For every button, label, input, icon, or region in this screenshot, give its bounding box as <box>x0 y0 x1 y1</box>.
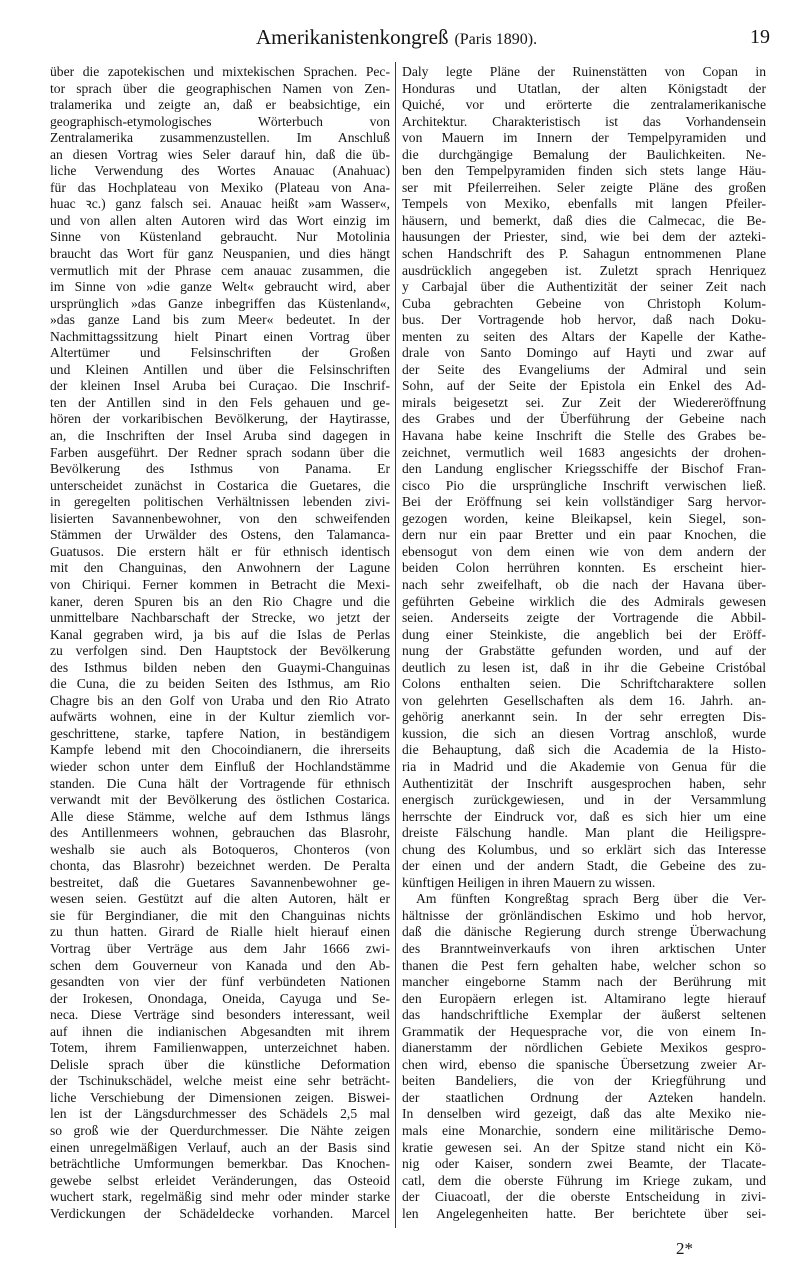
text-line: von Chiriqui. Ferner kommen in Betracht die Mexi- <box>50 576 390 592</box>
text-line: Vortrag über Verträge aus dem Jahr 1666 zwi- <box>50 940 390 956</box>
running-header <box>256 22 546 52</box>
text-line: künftigen Heiligen in ihren Mauern zu wissen. <box>402 874 656 890</box>
text-line: wieder schon unter dem Einfluß der Hochlandstämme <box>50 758 390 774</box>
text-line: für das Hochplateau von Mexiko (Plateau von Ana- <box>50 179 390 195</box>
text-line: y Carbajal über die Authentizität der seiner Zeit nach <box>402 279 766 295</box>
text-line: unterscheidet zunächst in Costarica die Guetares, die <box>50 477 390 493</box>
column-divider <box>395 62 396 1228</box>
text-line: lisierten Savannenbewohner, von den schweifenden <box>50 510 390 526</box>
text-line: Sohn, auf der Seite der Epistola ein Enkel des Ad- <box>402 378 766 394</box>
text-line: menten zu seiten des Altars der Kapelle der Kathe- <box>402 328 766 344</box>
text-line: und von allen alten Autoren wird das Wort einzig im <box>50 212 390 228</box>
text-line: kaner, deren Spuren bis an den Rio Chagre und die <box>50 593 390 609</box>
text-line: Delisle sprach über die künstliche Deformation <box>50 1056 390 1072</box>
text-line: huac ꝛc.) ganz falsch sei. Anauac heißt »am Wasser«, <box>50 196 390 212</box>
text-line: in geregelten politischen Verhältnissen lebenden zivi- <box>50 494 390 510</box>
text-line: der Tschinukschädel, welche meist eine sehr beträcht- <box>50 1073 390 1089</box>
text-line: den Europäern erlegen ist. Altamirano legte hierauf <box>402 990 766 1006</box>
text-line: den Landung englischer Kriegsschiffe der Bischof Fran- <box>402 461 766 477</box>
text-line: ser mit Pfeilerreihen. Seler zeigte Pläne des großen <box>402 179 766 195</box>
text-line: unmittelbare Nachbarschaft der Strecke, wo jetzt der <box>50 610 390 626</box>
text-line: Sinne von Küstenland gebraucht. Nur Motolinia <box>50 229 390 245</box>
text-line: mit den Changuinas, den Anwohnern der Lagune <box>50 560 390 576</box>
text-line: der Seite des Evangeliums der Admiral und sein <box>402 361 766 377</box>
text-line: ria in Madrid und die Akademie von Genua für die <box>402 758 766 774</box>
text-line: an, die Inschriften der Insel Aruba sind dagegen in <box>50 428 390 444</box>
text-line: len ist der Längsdurchmesser des Schädels 2,5 mal <box>50 1106 390 1122</box>
text-line: Am fünften Kongreßtag sprach Berg über die Ver- <box>416 891 766 907</box>
text-line: von gelehrten Gesellschaften als dem 16. Jahrh. an- <box>402 692 766 708</box>
text-line: auf ihnen die indianischen Abgesandten mit ihrem <box>50 1023 390 1039</box>
text-line: Stämmen der Urwälder des Ostens, den Talamanca- <box>50 527 390 543</box>
text-line: die durchgängige Bemalung der Baulichkeiten. Ne- <box>402 146 766 162</box>
text-line: herrschte der Eindruck vor, daß es sich hier um eine <box>402 808 766 824</box>
text-line: des Antillenmeers wohnen, gebrauchen das Blasrohr, <box>50 825 390 841</box>
text-line: mancher eingeborne Stamm nach der Berührung mit <box>402 974 766 990</box>
text-line: von Mauern im Innern der Tempelpyramiden und <box>402 130 766 146</box>
text-line: wesen seien. Gestützt auf die alten Autoren, hält er <box>50 891 390 907</box>
text-line: ursprünglich »das Ganze inbegriffen das Küstenland«, <box>50 295 390 311</box>
text-line: gewebe selbst erleidet Veränderungen, das Osteoid <box>50 1172 390 1188</box>
text-line: tralamerika und zeigte an, daß er beabsichtige, ein <box>50 97 390 113</box>
text-line: kratie gewesen sei. An der Spitze stand nicht ein Kö- <box>402 1139 766 1155</box>
text-line: dianerstamm der nördlichen Gebiete Mexikos gespro- <box>402 1040 766 1056</box>
text-line: In denselben wird gezeigt, daß das alte Mexiko nie- <box>402 1106 766 1122</box>
text-line: Totem, ihrem Familienwappen, unterzeichnet haben. <box>50 1040 390 1056</box>
text-line: der Irokesen, Onondaga, Oneida, Cayuga und Se- <box>50 990 390 1006</box>
text-line: thanen die Pest fern gehalten habe, welcher schon so <box>402 957 766 973</box>
text-line: cisco Pio die ursprüngliche Inschrift verwischen ließ. <box>402 477 766 493</box>
text-line: bus. Der Vortragende hob hervor, daß nach Doku- <box>402 312 766 328</box>
text-line: energisch zurückgewiesen, und in der Versammlung <box>402 792 766 808</box>
text-line: schen dem Gouverneur von Kanada und den Ab- <box>50 957 390 973</box>
text-line: ebensogut von dem einen wie von dem andern der <box>402 543 766 559</box>
text-line: beiten Bandeliers, die von der Kriegführung und <box>402 1073 766 1089</box>
text-line: seien. Anderseits zeigte der Vortragende die Abbil- <box>402 610 766 626</box>
text-line: gezogen worden, keine Bleikapsel, kein Siegel, son- <box>402 510 766 526</box>
text-line: die Behauptung, daß sich die Academia de la Histo- <box>402 742 766 758</box>
text-line: aufwärts wohnen, eine in der Kultur ziemlich vor- <box>50 709 390 725</box>
text-line: geographisch-etymologisches Wörterbuch von <box>50 113 390 129</box>
text-line: hausungen der Priester, sind, wie bei dem der azteki- <box>402 229 766 245</box>
text-line: Havana habe keine Inschrift die Stelle des Grabes be- <box>402 428 766 444</box>
text-line: geführten Gebeine wirklich die des Admirals gewesen <box>402 593 766 609</box>
text-line: Bevölkerung des Isthmus von Panama. Er <box>50 461 390 477</box>
text-line: kussion, die sich an diesen Vortrag anschloß, wurde <box>402 725 766 741</box>
text-line: chonta, das Blasrohr) bezeichnet werden. De Peralta <box>50 858 390 874</box>
text-line: gesandten von vier der fünf verbündeten Nationen <box>50 974 390 990</box>
text-line: ben den Tempelpyramiden finden sich stets lange Häu- <box>402 163 766 179</box>
text-line: des Isthmus bilden neben den Guaymi-Changuinas <box>50 659 390 675</box>
text-line: im Sinne von »die ganze Welt« gebraucht wird, aber <box>50 279 390 295</box>
text-line: zeichnet, vermutlich weil 1683 angesichts der drohen- <box>402 444 766 460</box>
text-line: mirals beigesetzt sei. Zur Zeit der Wiedereröffnung <box>402 394 766 410</box>
text-line: Kampfe lebend mit den Chocoindianern, die ihrerseits <box>50 742 390 758</box>
text-line: neca. Diese Verträge sind besonders interessant, weil <box>50 1007 390 1023</box>
text-line: Tempels von Mexiko, ebenfalls mit langen Pfeiler- <box>402 196 766 212</box>
text-line: ten der Antillen sind in den Fels gehauen und ge- <box>50 394 390 410</box>
text-line: Kanal gegraben wird, ja bis auf die Islas de Perlas <box>50 626 390 642</box>
text-line: Guatusos. Die erstern hält er für ethnisch identisch <box>50 543 390 559</box>
text-line: chung des Kolumbus, und so erklärt sich das Interesse <box>402 841 766 857</box>
text-line: daß die dänische Regierung durch strenge Überwachung <box>402 924 766 940</box>
text-line: an diesen Vortrag wies Seler darauf hin, daß die üb- <box>50 146 390 162</box>
text-line: der Ciuacoatl, der die oberste Entscheidung in zivi- <box>402 1189 766 1205</box>
text-line: standen. Die Cuna hält der Vortragende für ethnisch <box>50 775 390 791</box>
text-line: mals eine Monarchie, sondern eine militärische Demo- <box>402 1123 766 1138</box>
page-number: 19 <box>750 26 770 48</box>
text-line: len Angelegenheiten hatte. Ber berichtete über sei- <box>402 1205 766 1221</box>
text-line: zu verfolgen sind. Den Hauptstock der Bevölkerung <box>50 643 390 659</box>
text-line: weshalb sie auch als Botoqueros, Chonteros (von <box>50 841 390 857</box>
sheet-signature: 2* <box>676 1239 693 1258</box>
text-line: der kleinen Insel Aruba bei Curaçao. Die Inschrif- <box>50 378 390 394</box>
text-line: schen Handschrift des P. Sahagun entnommenen Plane <box>402 246 766 262</box>
text-line: das handschriftliche Exemplar der äußerst seltenen <box>402 1007 766 1023</box>
text-line: hältnisse der grönländischen Eskimo und hob hervor, <box>402 907 766 923</box>
text-line: beträchtliche Umformungen bemerkbar. Das Knochen- <box>50 1156 390 1172</box>
text-line: die Cuna, die zu beiden Seiten des Isthmus, am Rio <box>50 676 390 692</box>
text-line: Colons enthalten seien. Die Schriftcharaktere sollen <box>402 676 766 692</box>
text-line: zu thun hatten. Girard de Rialle hielt hierauf einen <box>50 924 390 940</box>
text-line: gehörig anerkannt sein. In der sehr erregten Dis- <box>402 709 766 725</box>
text-line: Farben ausgeführt. Der Redner sprach sodann über die <box>50 444 390 460</box>
text-line: dreiste Fälschung handle. Man plant die Heiligspre- <box>402 825 766 841</box>
text-line: Quiché, vor und erörterte die zentralamerikanische <box>402 97 766 113</box>
text-line: so groß wie der Querdurchmesser. Die Nähte zeigen <box>50 1123 390 1138</box>
text-line: nung der Grabstätte gefunden worden, und auf der <box>402 643 766 659</box>
text-line: Cuba gebrachten Gebeine von Christoph Kolum- <box>402 295 766 311</box>
text-line: hören der vorkaribischen Bevölkerung, der Haytirasse, <box>50 411 390 427</box>
text-line: Nachmittagssitzung hielt Pinart einen Vortrag über <box>50 328 390 344</box>
header-subtitle: (Paris 1890). <box>454 31 538 48</box>
text-line: braucht das Wort für ganz Neuspanien, und dies hängt <box>50 246 390 262</box>
text-line: verwandt mit der Bevölkerung des östlichen Costarica. <box>50 792 390 808</box>
text-line: deutlich zu lesen ist, daß in ihr die Gebeine Cristóbal <box>402 659 766 675</box>
text-line: nig oder Kaiser, sondern zwei Beamte, der Tlacate- <box>402 1156 766 1172</box>
text-line: ausdrücklich angegeben ist. Zuletzt sprach Henriquez <box>402 262 766 278</box>
text-line: dung einer Steinkiste, die angeblich bei der Eröff- <box>402 626 766 642</box>
text-line: tor sprach über die geographischen Namen von Zen- <box>50 80 390 96</box>
text-line: Chagre bis an den Golf von Uraba und den Rio Atrato <box>50 692 390 708</box>
text-line: Bei der Eröffnung sei kein vollständiger Sarg hervor- <box>402 494 766 510</box>
text-line: vermutlich mit der Phrase cem anauac zusammen, die <box>50 262 390 278</box>
text-line: liche Verwendung des Wortes Anauac (Anahuac) <box>50 163 390 179</box>
text-line: einen unregelmäßigen Verlauf, auch an der Basis sind <box>50 1139 390 1155</box>
text-line: der einen und der andern Stadt, die Gebeine des zu- <box>402 858 766 874</box>
text-line: geschrittene, starke, tapfere Nation, in beständigem <box>50 725 390 741</box>
text-line: »das ganze Land bis zum Meer« bedeutet. In der <box>50 312 390 328</box>
text-line: nach sehr zweifelhaft, ob die nach der Havana über- <box>402 576 766 592</box>
text-line: chen wird, ebenso die spanische Übersetzung zweier Ar- <box>402 1056 766 1072</box>
text-line: Verdickungen der Schädeldecke vorhanden. Marcel <box>50 1205 390 1221</box>
text-column-right <box>402 64 766 1224</box>
text-line: Grammatik der Hequesprache vor, die von einem In- <box>402 1023 766 1039</box>
text-line: der staatlichen Ordnung der Azteken handeln. <box>402 1089 766 1105</box>
text-line: Honduras und Utatlan, der alten Königstadt der <box>402 80 766 96</box>
text-line: des Grabes und der Überführung der Gebeine nach <box>402 411 766 427</box>
text-line: dern nur ein paar Bretter und ein paar Knochen, die <box>402 527 766 543</box>
text-line: über die zapotekischen und mixtekischen Sprachen. Pec- <box>50 64 390 79</box>
text-line: Authentizität der Inschrift ausgesprochen haben, sehr <box>402 775 766 791</box>
text-line: Daly legte Pläne der Ruinenstätten von Copan in <box>402 64 766 79</box>
text-line: Zentralamerika zusammenzustellen. Im Anschluß <box>50 130 390 146</box>
text-line: häusern, und bemerkt, daß dies die Calmecac, die Be- <box>402 212 766 228</box>
text-line: des Branntweinverkaufs von ihren arktischen Unter <box>402 940 766 956</box>
text-line: Altertümer und Felsinschriften der Großen <box>50 345 390 361</box>
text-line: Alle diese Stämme, welche auf dem Isthmus längs <box>50 808 390 824</box>
text-line: drale von Santo Domingo auf Hayti und zwar auf <box>402 345 766 361</box>
header-title: Amerikanistenkongreß <box>256 25 449 49</box>
text-line: liche Verschiebung der Dimensionen zeigen. Biswei- <box>50 1089 390 1105</box>
text-line: wuchert stark, regelmäßig sind mehr oder minder starke <box>50 1189 390 1205</box>
text-line: catl, dem die oberste Führung im Kriege zukam, und <box>402 1172 766 1188</box>
text-line: bestreitet, daß die Guetares Savannenbewohner ge- <box>50 874 390 890</box>
text-line: Architektur. Charakteristisch ist das Vorhandensein <box>402 113 766 129</box>
text-line: beiden Colon herrühren konnten. Es erscheint hier- <box>402 560 766 576</box>
text-column-left <box>50 64 390 1224</box>
text-line: und Kleinen Antillen und über die Felsinschriften <box>50 361 390 377</box>
text-line: sie für Bergindianer, die mit den Changuinas nichts <box>50 907 390 923</box>
